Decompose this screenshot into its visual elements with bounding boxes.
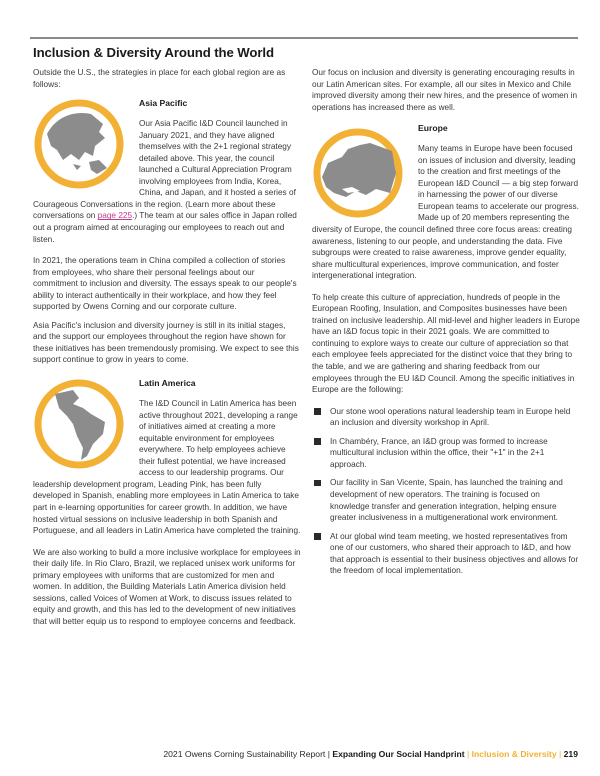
list-item: Our stone wool operations natural leadership team in Europe held an inclusion and diversity workshop in April. [312, 406, 580, 429]
list-item: In Chambéry, France, an I&D group was formed to increase multicultural inclusion within the office, their "+1" in the 2+1 approach. [312, 436, 580, 471]
latin-america-paragraph-3: Our focus on inclusion and diversity is generating encouraging results in our Latin American sites. For example, all our sites in Mexico and Chile improved diversity among their new hires, and the presence of women in operations has increased there as well. [312, 68, 578, 112]
asia-pacific-paragraph-2: In 2021, the operations team in China compiled a collection of stories from employees, who share their personal feelings about our commitment to inclusion and diversity. The essays speak to our people's ability to interact authentically in their workplace, and how they feel supported by Owens Corning and our corporate culture. [33, 256, 297, 312]
top-rule [30, 37, 578, 39]
latin-america-paragraph-2: We are also working to build a more inclusive workplace for employees in their daily life. In Rio Claro, Brazil, we replaced unisex work uniforms for primary employees with uniforms that are customized for men and women. In addition, the Building Materials Latin America division held sessions, called Voices of Women at Work, to discuss issues related to equity and growth, and this has led to the development of new initiatives that will better equip us to respond to employee concerns and feedback. [33, 547, 301, 626]
page-225-link[interactable]: page 225 [97, 211, 133, 221]
europe-heading: Europe [418, 123, 448, 134]
bullet-icon [314, 408, 321, 415]
europe-initiatives-list [312, 406, 580, 577]
europe-paragraph-1: Many teams in Europe have been focused on issues of inclusion and diversity, leading to the creation and first meetings of the European I&D Council — a big step forward in harnessing the power of our diverse European teams to accelerate our progress. Made up of 20 members representing the diversity of Europe, the council defined three core focus areas: creating awareness, listening to our people, and understanding the data. Five subgroups were created to raise awareness, improve gender equality, share multicultural experiences, improve communication, and foster intergenerational integration. [312, 144, 579, 281]
right-column [312, 67, 580, 584]
intro-paragraph: Outside the U.S., the strategies in place for each global region are as follows: [33, 68, 286, 89]
globe-latin-america-icon [33, 378, 125, 470]
list-item: Our facility in San Vicente, Spain, has launched the training and development of new operators. The training is focused on knowledge transfer and generation integration, helping ensure greater inclusiveness in a multigenerational work environment. [312, 477, 580, 523]
bullet-icon [314, 438, 321, 445]
globe-asia-pacific-icon [33, 98, 125, 190]
bullet-icon [314, 480, 321, 487]
europe-section [312, 123, 580, 577]
latin-america-heading: Latin America [139, 378, 196, 389]
bullet-icon [314, 533, 321, 540]
globe-europe-icon [312, 127, 404, 219]
page-number: 219 [563, 749, 578, 759]
footer-subsection: Inclusion & Diversity [471, 749, 557, 759]
asia-pacific-heading: Asia Pacific [139, 98, 188, 109]
footer-section: Expanding Our Social Handprint [332, 749, 465, 759]
asia-pacific-paragraph-3: Asia Pacific's inclusion and diversity journey is still in its initial stages, and the support our employees throughout the region have shown for these initiatives has been tremendously promising. We expect to see this support continue to grow in years to come. [33, 320, 299, 365]
footer-report: 2021 Owens Corning Sustainability Report [163, 749, 326, 759]
page-title: Inclusion & Diversity Around the World [33, 45, 274, 60]
europe-paragraph-2: To help create this culture of appreciation, hundreds of people in the European Roofing, Insulation, and Composites businesses have been trained on inclusive leadership. All mid-level and higher leaders in Europe have an I&D focus topic in their 2021 goals. We are committed to continuing to explore ways to create our culture of appreciation so that each employee feels appreciated for the distinct voice that they bring to the table, and we are gathering and sharing feedback from our employees through the EU I&D Council. Among the specific initiatives in Europe are the following: [312, 292, 580, 395]
asia-pacific-section [33, 98, 301, 366]
page-footer: 2021 Owens Corning Sustainability Report | Expanding Our Social Handprint | Inclusion & Diversity | 219 [163, 749, 578, 759]
latin-america-section [33, 378, 301, 627]
left-column [33, 67, 301, 634]
asia-pacific-paragraph-1: Our Asia Pacific I&D Council launched in January 2021, and they have aligned themselves with the 2+1 regional strategy detailed above. This year, the council launched a Cultural Appreciation Program involving employees from India, Korea, China, and Japan, and it hosted a series of Courageous Conversations in the region. (Learn more about these conversations on page 225.) The team at our sales office in Japan rolled out a program aimed at encouraging our employees to reach out and listen. [33, 119, 297, 244]
list-item: At our global wind team meeting, we hosted representatives from one of our customers, who shared their approach to I&D, and how that approach is essential to their business objectives and allows for the freedom of local implementation. [312, 531, 580, 577]
latin-america-paragraph-1: The I&D Council in Latin America has been active throughout 2021, developing a range of initiatives aimed at creating a more equitable environment for employees everywhere. To help employees achieve their fullest potential, we have increased access to our leadership programs. Our leadership development program, Leading Pink, has been fully developed in Spanish, enabling more employees in Latin America to take part in e-learning opportunities for career growth. In addition, we have hosted virtual sessions on inclusive leadership in both Spanish and Portuguese, and all leaders in Latin America have completed the training. [33, 399, 301, 536]
